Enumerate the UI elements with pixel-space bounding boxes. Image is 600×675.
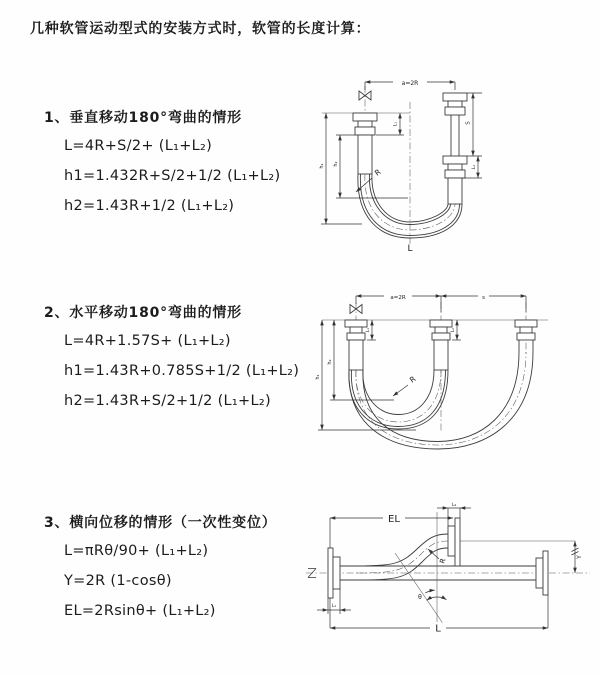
formula-1-1: L=4R+S/2+ (L₁+L₂): [64, 138, 213, 154]
dim-label-l1: L₁: [393, 121, 399, 127]
dim-label-y: Y: [576, 555, 583, 559]
theta-label: θ: [418, 594, 422, 601]
radius-label: R: [372, 167, 383, 178]
braided-hose-section: [448, 178, 462, 204]
dim-label-span: a=2R: [390, 294, 406, 301]
page-title: 几种软管运动型式的安装方式时，软管的长度计算：: [30, 21, 371, 37]
valve-icon: [350, 305, 356, 314]
formula-3-2: Y=2R (1-cosθ): [64, 573, 172, 589]
formula-3-3: EL=2Rsinθ+ (L₁+L₂): [64, 603, 216, 619]
radius-label: R: [407, 374, 418, 385]
dim-label-h2: h₂: [333, 161, 339, 167]
formula-2-3: h2=1.43R+S/2+1/2 (L₁+L₂): [64, 393, 271, 409]
dim-label-l2: L₂: [472, 164, 477, 170]
dim-label-h1: h₁: [315, 374, 321, 380]
dim-label-shift: s: [482, 294, 485, 301]
diagram-horizontal-180-bend: [308, 282, 598, 452]
diagram-vertical-180-bend: [310, 66, 590, 256]
dim-label-span: a=2R: [401, 80, 419, 87]
el-label: EL: [388, 514, 400, 525]
dim-label-h1: h₁: [319, 163, 325, 169]
section-3-heading: 3、横向位移的情形（一次性变位）: [44, 515, 277, 531]
braided-hose-section: [434, 340, 448, 370]
braided-hose-section: [349, 340, 363, 370]
dim-label-h2: h₂: [327, 359, 333, 365]
valve-icon: [359, 91, 365, 100]
length-label: L: [407, 244, 413, 254]
section-1-heading: 1、垂直移动180°弯曲的情形: [44, 110, 242, 126]
diagram-lateral-displacement: [298, 500, 598, 640]
formula-2-1: L=4R+1.57S+ (L₁+L₂): [64, 333, 231, 349]
radius-label: R: [438, 557, 448, 565]
dim-label-l2: L₂: [451, 502, 457, 508]
length-label: L: [435, 623, 441, 635]
section-2-heading: 2、水平移动180°弯曲的情形: [44, 305, 242, 321]
formula-2-2: h1=1.43R+0.785S+1/2 (L₁+L₂): [64, 363, 300, 379]
dim-label-s: S: [465, 121, 472, 125]
formula-3-1: L=πRθ/90+ (L₁+L₂): [64, 543, 209, 559]
formula-1-3: h2=1.43R+1/2 (L₁+L₂): [64, 198, 235, 214]
braided-hose-section: [358, 135, 372, 174]
dim-label-l1: L₁: [331, 604, 337, 609]
formula-1-2: h1=1.432R+S/2+1/2 (L₁+L₂): [64, 168, 281, 184]
dim-label-l1: L₁: [365, 327, 370, 333]
dim-label-l2: L₂: [450, 327, 455, 333]
